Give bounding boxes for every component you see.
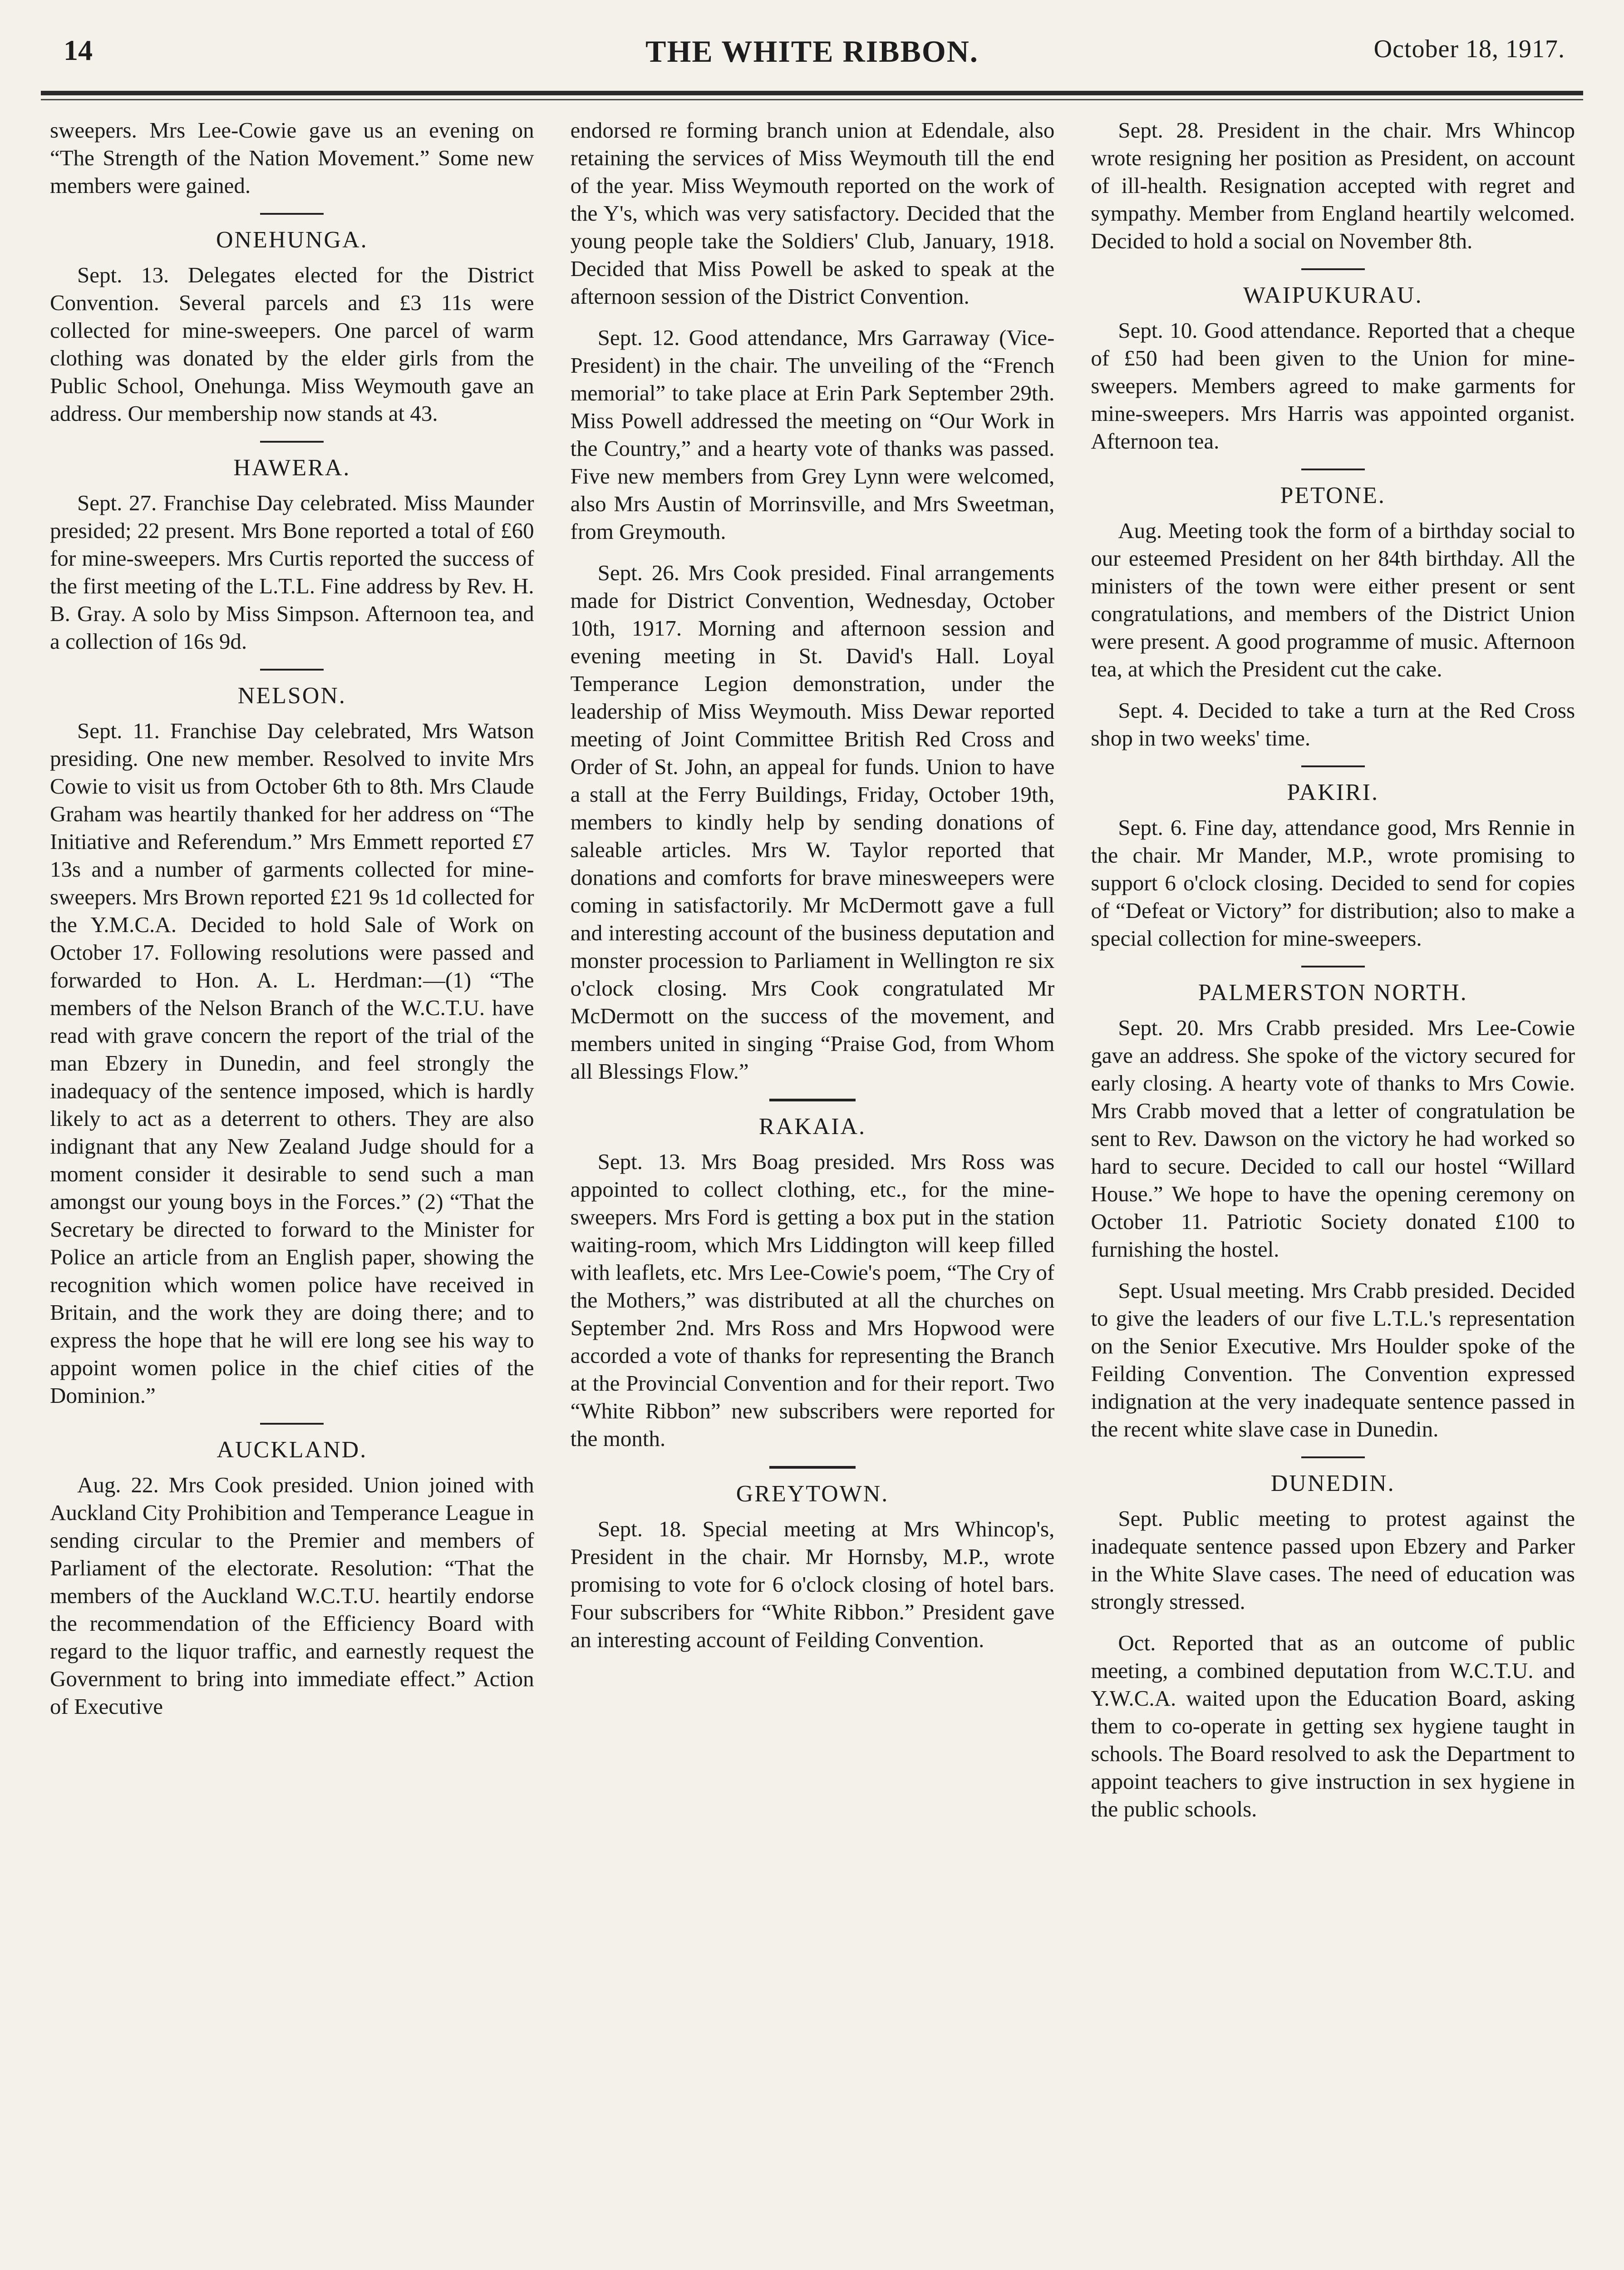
paragraph: Sept. 11. Franchise Day celebrated, Mrs Watson presiding. One new member. Resolved to invite Mrs Cowie to visit us from October 6th to 8th. Mrs Claude Graham was heartily thanked for her address on “The Initiative and Referendum.” Mrs Emmett reported £7 13s and a number of garments collected for mine-sweepers. Mrs Brown reported £21 9s 1d collected for the Y.M.C.A. Decided to hold Sale of Work on October 17. Following resolutions were passed and forwarded to Hon. A. L. Herdman:—(1) “The members of the Nelson Branch of the W.C.T.U. have read with grave concern the report of the trial of the man Ebzery in Dunedin, and feel strongly the inadequacy of the sentence imposed, which is hardly likely to act as a deterrent to others. They are also indignant that any New Zealand Judge should for a moment consider it desirable to send such a man amongst our young boys in the Forces.” (2) “That the Secretary be directed to forward to the Minister for Police an article from an English paper, showing the recognition which women police have received in Britain, and the work they are doing there; and to express the hope that he will ere long see his way to appoint women police in the chief cities of the Dominion.” xyxy=(50,718,534,1408)
paragraph: Sept. Usual meeting. Mrs Crabb presided. Decided to give the leaders of our five L.T.L.'s representation on the Senior Executive. Mrs Houlder spoke of the Feilding Convention. The Convention expressed indignation at the very inadequate sentence passed in the recent white slave case in Dunedin. xyxy=(1091,1278,1575,1441)
paragraph: Sept. Public meeting to protest against the inadequate sentence passed upon Ebzery and Parker in the White Slave cases. The need of education was strongly stressed. xyxy=(1091,1506,1575,1614)
section-divider xyxy=(1301,268,1365,270)
paragraph: Sept. 20. Mrs Crabb presided. Mrs Lee-Cowie gave an address. She spoke of the victory secured for early closing. A hearty vote of thanks to Mrs Cowie. Mrs Crabb moved that a letter of congratulation be sent to Rev. Dawson on the victory he had worked so hard to secure. Decided to call our hostel “Willard House.” We hope to have the opening ceremony on October 11. Patriotic Society donated £100 to furnishing the hostel. xyxy=(1091,1015,1575,1262)
paragraph: sweepers. Mrs Lee-Cowie gave us an evening on “The Strength of the Nation Movement.” Some new members were gained. xyxy=(50,118,534,198)
section-divider xyxy=(769,1466,856,1469)
section-heading-hawera: HAWERA. xyxy=(233,455,351,481)
section-divider xyxy=(1301,1456,1365,1458)
section-heading-onehunga: ONEHUNGA. xyxy=(216,227,368,253)
section-divider xyxy=(1301,469,1365,470)
section-heading-auckland: AUCKLAND. xyxy=(217,1437,368,1463)
article-columns xyxy=(50,116,1575,2250)
paragraph: Sept. 6. Fine day, attendance good, Mrs Rennie in the chair. Mr Mander, M.P., wrote promising to support 6 o'clock closing. Decided to send for copies of “Defeat or Victory” for distribution; also to make a special collection for mine-sweepers. xyxy=(1091,815,1575,951)
section-divider xyxy=(260,669,324,671)
header-rule-thin xyxy=(41,99,1583,100)
section-heading-dunedin: DUNEDIN. xyxy=(1270,1471,1395,1496)
paragraph: Aug. Meeting took the form of a birthday social to our esteemed President on her 84th birthday. All the ministers of the town were either present or sent congratulations, and members of the District Union were present. A good programme of music. Afternoon tea, at which the President cut the cake. xyxy=(1091,518,1575,681)
paragraph: endorsed re forming branch union at Edendale, also retaining the services of Miss Weymouth till the end of the year. Miss Weymouth reported on the work of the Y's, which was very satisfactory. Decided that the young people take the Soldiers' Club, January, 1918. Decided that Miss Powell be asked to speak at the afternoon session of the District Convention. xyxy=(570,118,1055,309)
paragraph: Aug. 22. Mrs Cook presided. Union joined with Auckland City Prohibition and Temperance League in sending circular to the Premier and members of Parliament of the electorate. Resolution: “That the members of the Auckland W.C.T.U. heartily endorse the recommendation of the Efficiency Board with regard to the liquor traffic, and earnestly request the Government to bring into immediate effect.” Action of Executive xyxy=(50,1472,534,1719)
paragraph: Sept. 27. Franchise Day celebrated. Miss Maunder presided; 22 present. Mrs Bone reported a total of £60 for mine-sweepers. Mrs Curtis reported the success of the first meeting of the L.T.L. Fine address by Rev. H. B. Gray. A solo by Miss Simpson. Afternoon tea, and a collection of 16s 9d. xyxy=(50,490,534,654)
page-number: 14 xyxy=(64,34,93,66)
paragraph: Sept. 18. Special meeting at Mrs Whincop's, President in the chair. Mr Hornsby, M.P., wrote promising to vote for 6 o'clock closing of hotel bars. Four subscribers for “White Ribbon.” President gave an interesting account of Feilding Convention. xyxy=(570,1516,1055,1652)
paragraph: Sept. 10. Good attendance. Reported that a cheque of £50 had been given to the Union for mine-sweepers. Members agreed to make garments for mine-sweepers. Mrs Harris was appointed organist. Afternoon tea. xyxy=(1091,318,1575,454)
section-heading-petone: PETONE. xyxy=(1280,483,1386,508)
paragraph: Sept. 26. Mrs Cook presided. Final arrangements made for District Convention, Wednesday, October 10th, 1917. Morning and afternoon session and evening meeting in St. David's Hall. Loyal Temperance Legion demonstration, under the leadership of Miss Weymouth. Miss Dewar reported meeting of Joint Committee British Red Cross and Order of St. John, an appeal for funds. Union to have a stall at the Ferry Buildings, Friday, October 19th, members to kindly help by sending donations of saleable articles. Mrs W. Taylor reported that donations and comforts for brave minesweepers were coming in satisfactorily. Mr McDermott gave a full and interesting account of the business deputation and monster procession to Parliament in Wellington re six o'clock closing. Mrs Cook congratulated Mr McDermott on the success of the movement, and members united in singing “Praise God, from Whom all Blessings Flow.” xyxy=(570,560,1055,1084)
section-divider xyxy=(260,441,324,443)
section-divider xyxy=(260,213,324,215)
header-rule xyxy=(41,91,1583,95)
masthead-title: THE WHITE RIBBON. xyxy=(645,34,979,69)
section-heading-palmerston-north: PALMERSTON NORTH. xyxy=(1198,980,1468,1006)
section-heading-pakiri: PAKIRI. xyxy=(1287,780,1379,805)
section-divider xyxy=(1301,765,1365,767)
paragraph: Sept. 28. President in the chair. Mrs Whincop wrote resigning her position as President, on account of ill-health. Resignation accepted with regret and sympathy. Member from England heartily welcomed. Decided to hold a social on November 8th. xyxy=(1091,118,1575,253)
section-heading-rakaia: RAKAIA. xyxy=(758,1114,866,1140)
paragraph: Sept. 13. Delegates elected for the District Convention. Several parcels and £3 11s were collected for mine-sweepers. One parcel of warm clothing was donated by the elder girls from the Public School, Onehunga. Miss Weymouth gave an address. Our membership now stands at 43. xyxy=(50,262,534,426)
paragraph: Oct. Reported that as an outcome of public meeting, a combined deputation from W.C.T.U. and Y.W.C.A. waited upon the Education Board, asking them to co-operate in getting sex hygiene taught in schools. The Board resolved to ask the Department to appoint teachers to give instruction in sex hygiene in the public schools. xyxy=(1091,1630,1575,1821)
section-heading-greytown: GREYTOWN. xyxy=(736,1481,889,1507)
paragraph: Sept. 13. Mrs Boag presided. Mrs Ross was appointed to collect clothing, etc., for the mine-sweepers. Mrs Ford is getting a box put in the station waiting-room, which Mrs Liddington will keep filled with leaflets, etc. Mrs Lee-Cowie's poem, “The Cry of the Mothers,” was distributed at all the churches on September 2nd. Mrs Ross and Mrs Hopwood were accorded a vote of thanks for representing the Branch at the Provincial Convention and for their report. Two “White Ribbon” new subscribers were reported for the month. xyxy=(570,1149,1055,1451)
column-2 xyxy=(571,116,1055,2250)
paragraph: Sept. 12. Good attendance, Mrs Garraway (Vice-President) in the chair. The unveiling of the “French memorial” to take place at Erin Park September 29th. Miss Powell addressed the meeting on “Our Work in the Country,” and a hearty vote of thanks was passed. Five new members from Grey Lynn were welcomed, also Mrs Austin of Morrinsville, and Mrs Sweetman, from Greymouth. xyxy=(570,325,1055,544)
section-divider xyxy=(1301,966,1365,967)
column-3 xyxy=(1091,116,1575,2250)
column-1 xyxy=(50,116,534,2250)
section-heading-nelson: NELSON. xyxy=(237,683,346,709)
issue-date: October 18, 1917. xyxy=(1373,35,1565,63)
section-heading-waipukurau: WAIPUKURAU. xyxy=(1243,282,1423,308)
section-divider xyxy=(260,1423,324,1425)
paragraph: Sept. 4. Decided to take a turn at the Red Cross shop in two weeks' time. xyxy=(1091,698,1575,750)
page-header xyxy=(50,28,1574,78)
section-divider xyxy=(769,1099,856,1101)
